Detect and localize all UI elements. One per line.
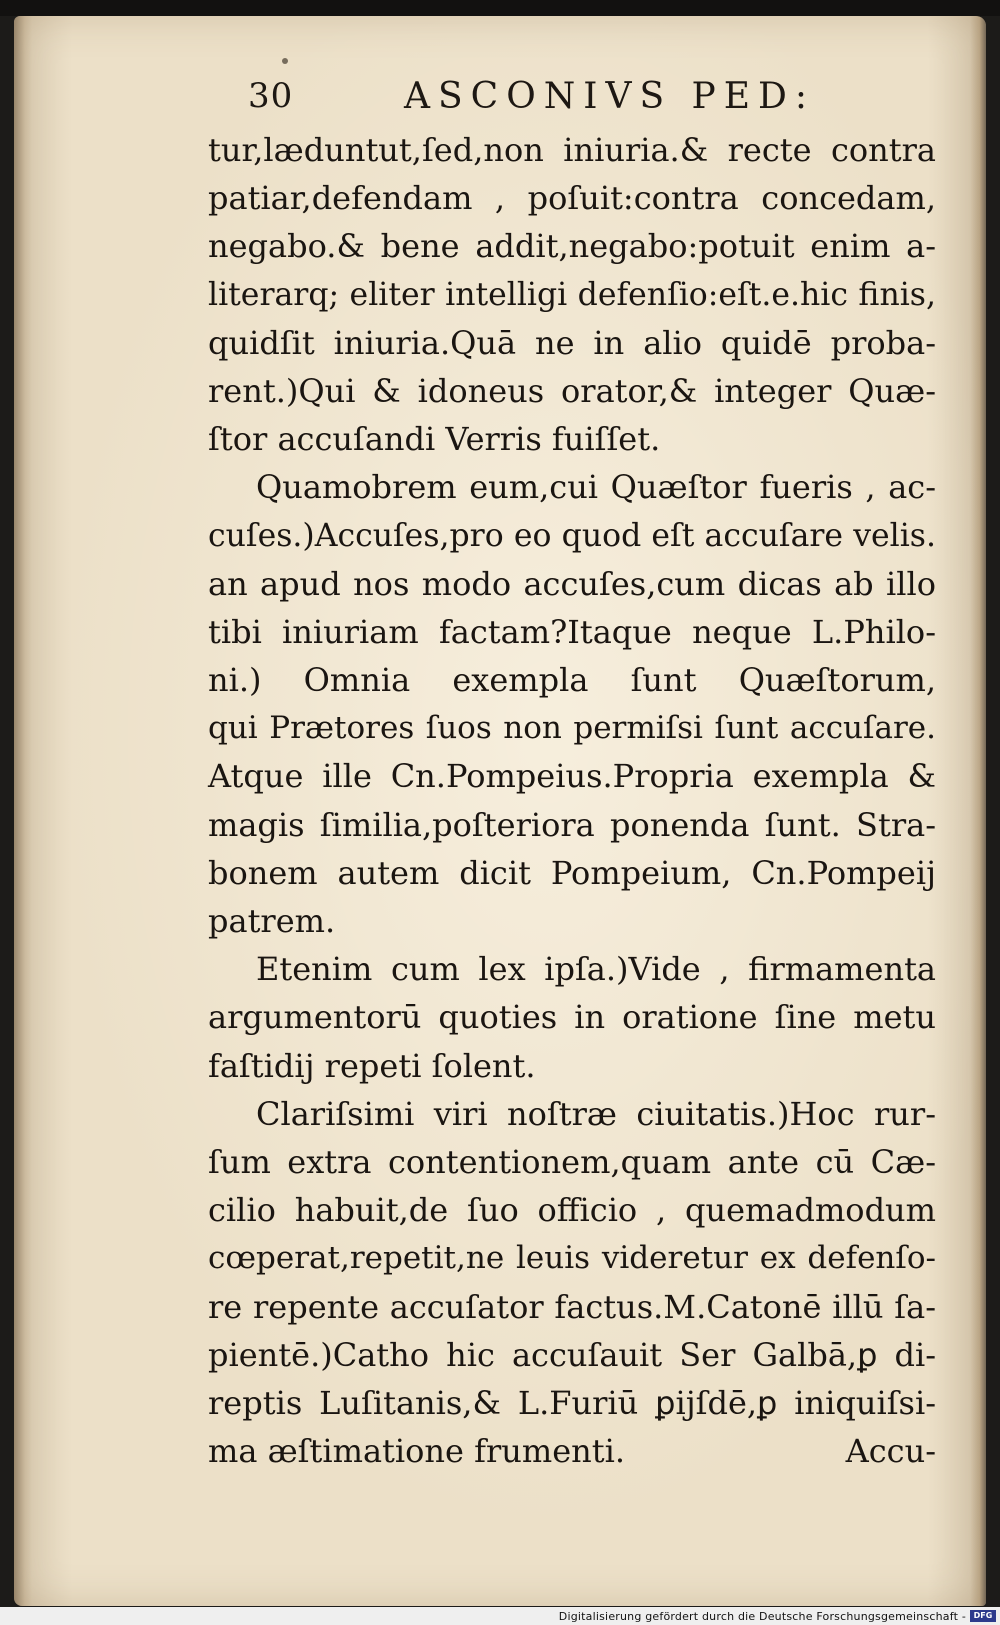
page-number: 30: [248, 76, 294, 116]
page-fore-edge: [970, 16, 986, 1606]
scan-top-edge: [0, 0, 1000, 16]
text-line: argumentorū quoties in oratione ſine metu: [208, 998, 936, 1037]
text-line: qui Prӕtores ſuos non permiſsi ſunt accuſare.: [208, 710, 936, 747]
text-line: reptis Luſitanis,& L.Furiū ꝑijſdē,ꝑ iniquiſsi-: [208, 1383, 936, 1422]
text-line: patiar,defendam , poſuit:contra concedam,: [208, 179, 936, 218]
text-line: cœperat,repetit,ne leuis videretur ex defenſo-: [208, 1240, 936, 1277]
text-line: an apud nos modo accuſes,cum dicas ab illo: [208, 564, 936, 603]
text-line: faſtidij repeti ſolent.: [208, 1046, 536, 1085]
text-line: cilio habuit,de ſuo officio , quemadmodum: [208, 1191, 936, 1230]
ink-speck: [282, 58, 288, 64]
paragraph-start-line: Quamobrem eum,cui Quӕſtor fueris , ac-: [256, 468, 936, 507]
text-line: bonem autem dicit Pompeium, Cn.Pompeij: [208, 853, 936, 892]
text-line: ſtor accuſandi Verris fuiſſet.: [208, 420, 661, 459]
text-line: tibi iniuriam factam?Itaque neque L.Philo-: [208, 612, 936, 651]
page-gutter-shadow: [14, 16, 32, 1606]
text-line: patrem.: [208, 902, 336, 940]
text-line: ma ӕſtimatione frumenti.: [208, 1432, 626, 1471]
text-line: rent.)Qui & idoneus orator,& integer Quӕ-: [208, 371, 936, 410]
text-line: quidſit iniuria.Quā ne in alio quidē proba-: [208, 323, 936, 362]
page-header: [236, 74, 856, 124]
text-line: cuſes.)Accuſes,pro eo quod eſt accuſare velis.: [208, 517, 936, 554]
dfg-logo: DFG: [970, 1610, 996, 1622]
text-line: literarq; eliter intelligi defenſio:eſt.e.hic finis,: [208, 276, 936, 313]
text-line: ſum extra contentionem,quam ante cū Cӕ-: [208, 1142, 936, 1181]
text-line: tur,lӕduntut,ſed,non iniuria.& recte contra: [208, 131, 936, 169]
paragraph-start-line: Etenim cum lex ipſa.)Vide , firmamenta: [256, 950, 936, 989]
text-line: negabo.& bene addit,negabo:potuit enim a-: [208, 227, 936, 266]
running-head: ASCONIVS PED:: [404, 76, 816, 117]
text-line: ni.) Omnia exempla ſunt Quӕſtorum,: [208, 661, 936, 700]
text-line: Atque ille Cn.Pompeius.Propria exempla &: [208, 757, 936, 796]
text-line: magis ſimilia,poſteriora ponenda ſunt. Stra-: [208, 805, 936, 844]
final-line: [208, 1427, 936, 1475]
text-line: re repente accuſator factus.M.Catonē illū ſa-: [208, 1287, 936, 1326]
text-line: pientē.)Catho hic accuſauit Ser Galbā,ꝑ di-: [208, 1335, 936, 1374]
catchword: Accu-: [845, 1432, 936, 1471]
footer-credit: Digitalisierung gefördert durch die Deutsche Forschungsgemeinschaft -: [558, 1610, 966, 1623]
body-text: [208, 126, 936, 1475]
paragraph-start-line: Clariſsimi viri noſtrӕ ciuitatis.)Hoc rur-: [256, 1094, 936, 1133]
digitization-footer: [0, 1607, 1000, 1625]
